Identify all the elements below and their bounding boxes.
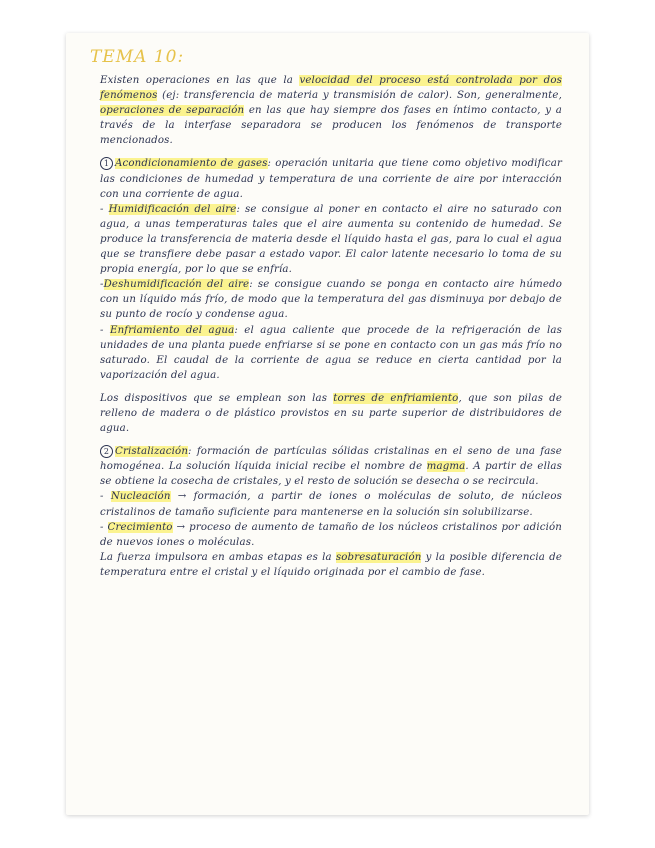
crecimiento-heading: Crecimiento [107,521,173,533]
section2-text: . A partir de ellas se obtiene la cosecha de cristales, y el resto de solución se desecha o se recircula. [100,461,562,488]
section2-number: 2 [100,445,113,458]
humidificacion-paragraph [100,202,562,277]
dispositivos-paragraph [100,391,562,436]
nucleacion-paragraph [100,489,562,519]
section1-heading: Acondicionamiento de gases [115,158,268,170]
enfriamiento-paragraph [100,323,562,383]
section1-text: : operación unitaria que tiene como objetivo modificar las condiciones de humedad y temperatura de una corriente de aire por interacción con una corriente de agua. [100,158,562,200]
nucleacion-text: → formación, a partir de iones o moléculas de soluto, de núcleos cristalinos de tamaño suficiente para mantenerse en la solución sin solubilizarse. [100,491,562,518]
humidificacion-heading: Humidificación del aire [108,203,237,215]
notes-body [100,73,562,580]
dispositivos-highlight: torres de enfriamiento [333,392,459,404]
bullet-dash: - [100,324,110,336]
fuerza-text: La fuerza impulsora en ambas etapas es la [100,551,336,563]
notebook-page [66,33,589,815]
section2-text: : formación de partículas sólidas cristalinas en el seno de una fase homogénea. La solución líquida inicial recibe el nombre de [100,446,562,473]
section1-number: 1 [100,157,113,170]
intro-paragraph [100,73,562,148]
dispositivos-text: Los dispositivos que se emplean son las [100,392,334,404]
bullet-dash: - [100,203,109,215]
fuerza-text: y la posible diferencia de temperatura entre el cristal y el líquido originada por el cambio de fase. [100,551,562,578]
enfriamiento-heading: Enfriamiento del agua [109,324,235,336]
section2-heading: Cristalización [115,446,189,458]
intro-highlight-separacion: operaciones de separación [100,105,245,117]
deshumidificacion-text: : se consigue cuando se ponga en contacto aire húmedo con un líquido más frío, de modo que la temperatura del gas disminuya por debajo de su punto de rocío y condense agua. [100,279,562,321]
fuerza-highlight: sobresaturación [335,551,422,563]
intro-text: (ej: transferencia de materia y transmisión de calor). Son, generalmente, [157,90,562,102]
enfriamiento-text: : el agua caliente que procede de la refrigeración de las unidades de una planta puede enfriarse si se pone en contacto con un gas más frío no saturado. El caudal de la corriente de agua se reduce en cierta cantidad por la vaporización del agua. [100,324,563,381]
nucleacion-heading: Nucleación [110,491,171,503]
deshumidificacion-paragraph [100,277,562,322]
dispositivos-text: , que son pilas de relleno de madera o de plástico provistos en su parte superior de distribuidores de agua. [100,392,562,435]
fuerza-paragraph [100,550,562,580]
section2-paragraph [100,444,562,489]
crecimiento-text: → proceso de aumento de tamaño de los núcleos cristalinos por adición de nuevos iones o moléculas. [100,521,562,548]
section2-highlight-magma: magma [426,461,466,473]
section1-paragraph [100,156,562,201]
intro-highlight-velocidad: velocidad del proceso está controlada por dos fenómenos [100,75,562,102]
page-title: TEMA 10: [90,47,185,67]
intro-text: Existen operaciones en las que la [100,75,300,86]
deshumidificacion-heading: Deshumidificación del aire [103,279,250,291]
bullet-dash: - [100,521,108,533]
humidificacion-text: : se consigue al poner en contacto el aire no saturado con agua, a unas temperaturas tales que el aire aumenta su contenido de humedad. Se produce la transferencia de materia desde el líquido hasta el gas, para lo cual el agua que se transfiere debe pasar a estado vapor. El calor latente necesario lo toma de su propia energía, por lo que se enfría. [100,203,563,276]
crecimiento-paragraph [100,520,562,550]
bullet-dash: - [100,279,104,291]
intro-text: en las que hay siempre dos fases en íntimo contacto, y a través de la interfase separadora se producen los fenómenos de transporte mencionados. [100,105,562,147]
bullet-dash: - [100,491,111,503]
